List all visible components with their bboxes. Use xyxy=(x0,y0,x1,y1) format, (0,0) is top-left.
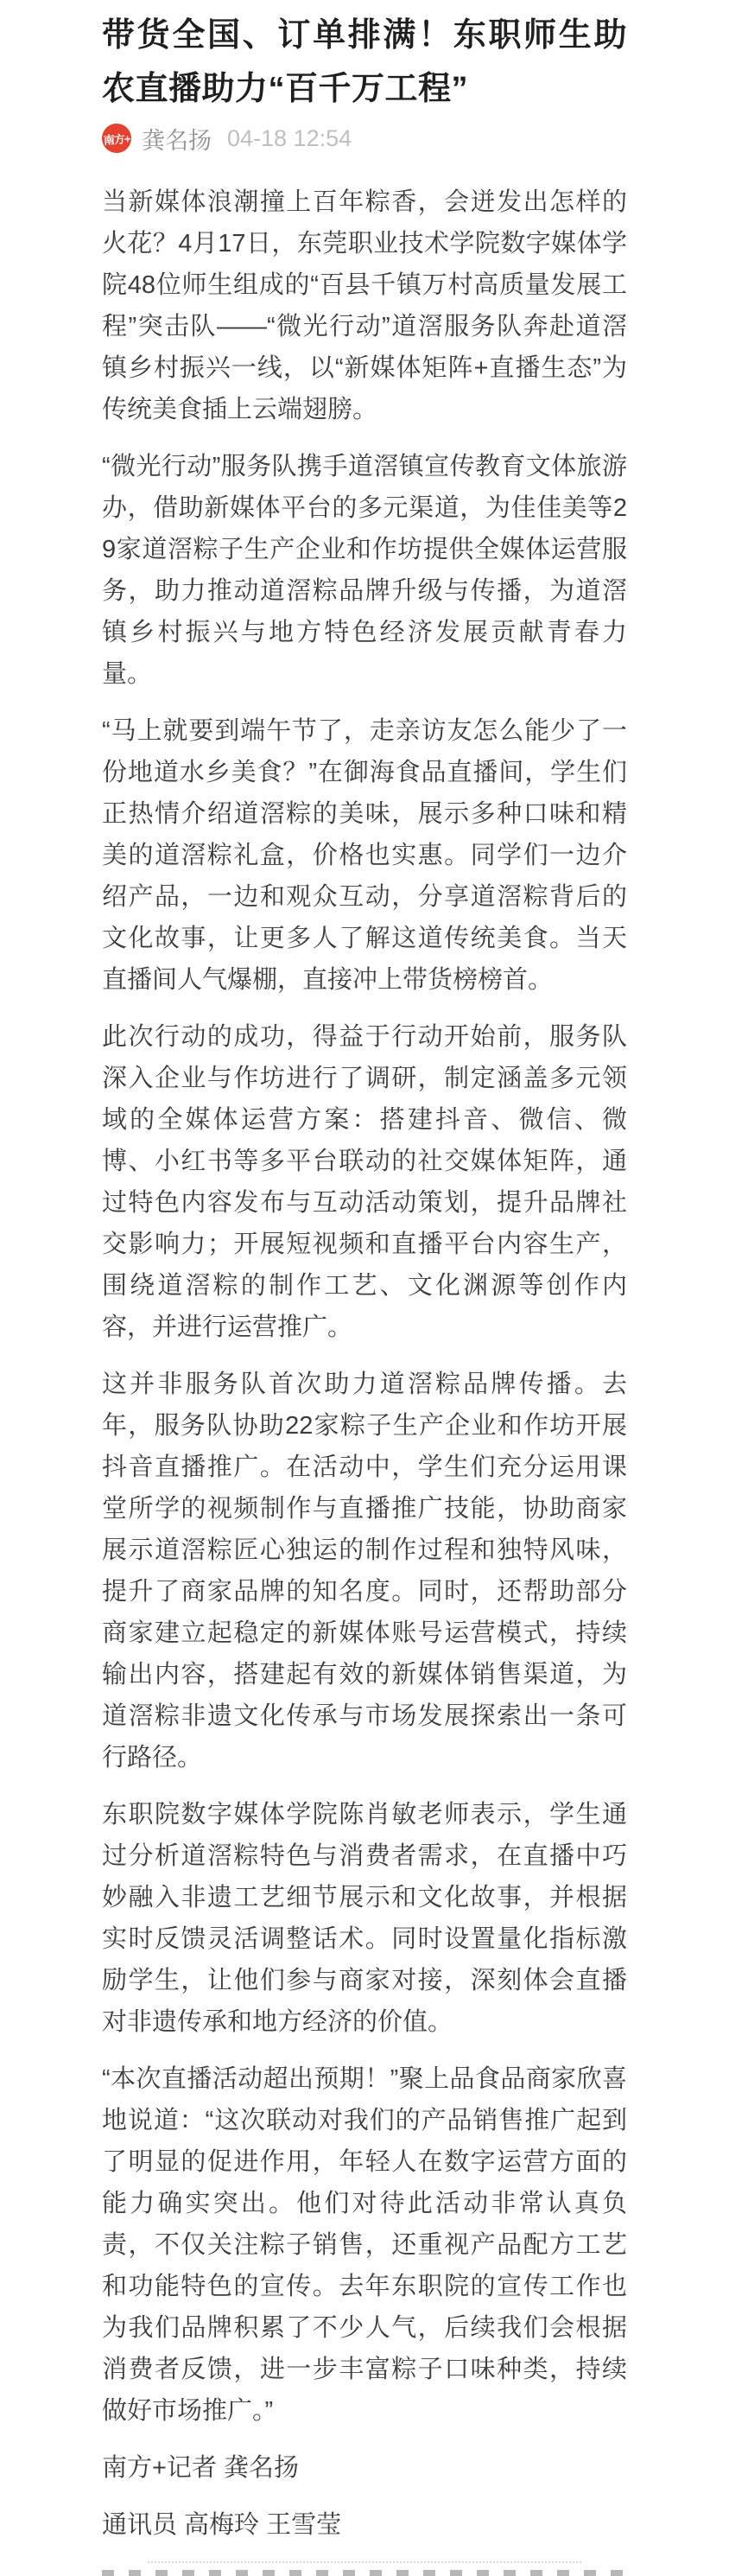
southern-plus-logo[interactable]: 南方+ xyxy=(101,123,132,154)
article-paragraph: 此次行动的成功，得益于行动开始前，服务队深入企业与作坊进行了调研，制定涵盖多元领域的全媒体运营方案：搭建抖音、微信、微博、小红书等多平台联动的社交媒体矩阵，通过特色内容发布与互动活动策划，提升品牌社交影响力；开展短视频和直播平台内容生产，围绕道滘粽的制作工艺、文化渊源等创作内容，并进行运营推广。 xyxy=(102,1023,627,1341)
section-divider xyxy=(148,2561,581,2563)
publish-date: 04-18 12:54 xyxy=(227,124,352,151)
article-body xyxy=(102,181,627,2546)
article-paragraph: “马上就要到端午节了，走亲访友怎么能少了一份地道水乡美食？”在御海食品直播间，学生们正热情介绍道滘粽的美味，展示多种口味和精美的道滘粽礼盒，价格也实惠。同学们一边介绍产品，一边和观众互动，分享道滘粽背后的文化故事，让更多人了解这道传统美食。当天直播间人气爆棚，直接冲上带货榜榜首。 xyxy=(102,717,627,994)
author-name[interactable]: 龚名扬 xyxy=(142,127,212,154)
article-paragraph: 东职院数字媒体学院陈肖敏老师表示，学生通过分析道滘粽特色与消费者需求，在直播中巧妙融入非遗工艺细节展示和文化故事，并根据实时反馈灵活调整话术。同时设置量化指标激励学生，让他们参与商家对接，深刻体会直播对非遗传承和地方经济的价值。 xyxy=(102,1801,627,2036)
correspondent-byline: 通讯员 高梅玲 王雪莹 xyxy=(102,2511,342,2539)
article-title: 带货全国、订单排满！东职师生助农直播助力“百千万工程” xyxy=(102,17,627,107)
next-section-clipped-text xyxy=(102,2570,627,2576)
article-paragraph: “微光行动”服务队携手道滘镇宣传教育文体旅游办，借助新媒体平台的多元渠道，为佳佳美等29家道滘粽子生产企业和作坊提供全媒体运营服务，助力推动道滘粽品牌升级与传播，为道滘镇乡村振兴与地方特色经济发展贡献青春力量。 xyxy=(102,453,627,688)
article-paragraph: 这并非服务队首次助力道滘粽品牌传播。去年，服务队协助22家粽子生产企业和作坊开展抖音直播推广。在活动中，学生们充分运用课堂所学的视频制作与直播推广技能，协助商家展示道滘粽匠心独运的制作过程和独特风味，提升了商家品牌的知名度。同时，还帮助部分商家建立起稳定的新媒体账号运营模式，持续输出内容，搭建起有效的新媒体销售渠道，为道滘粽非遗文化传承与市场发展探索出一条可行路径。 xyxy=(102,1371,627,1771)
article-meta-row xyxy=(102,123,627,154)
reporter-byline: 南方+记者 龚名扬 xyxy=(102,2454,299,2482)
article-paragraph: “本次直播活动超出预期！”聚上品食品商家欣喜地说道：“这次联动对我们的产品销售推广起到了明显的促进作用，年轻人在数字运营方面的能力确实突出。他们对待此活动非常认真负责，不仅关注粽子销售，还重视产品配方工艺和功能特色的宣传。去年东职院的宣传工作也为我们品牌积累了不少人气，后续我们会根据消费者反馈，进一步丰富粽子口味种类，持续做好市场推广。” xyxy=(102,2065,627,2425)
article-paragraph: 当新媒体浪潮撞上百年粽香，会迸发出怎样的火花？4月17日，东莞职业技术学院数字媒体学院48位师生组成的“百县千镇万村高质量发展工程”突击队——“微光行动”道滘服务队奔赴道滘镇乡村振兴一线，以“新媒体矩阵+直播生态”为传统美食插上云端翅膀。 xyxy=(102,188,627,423)
